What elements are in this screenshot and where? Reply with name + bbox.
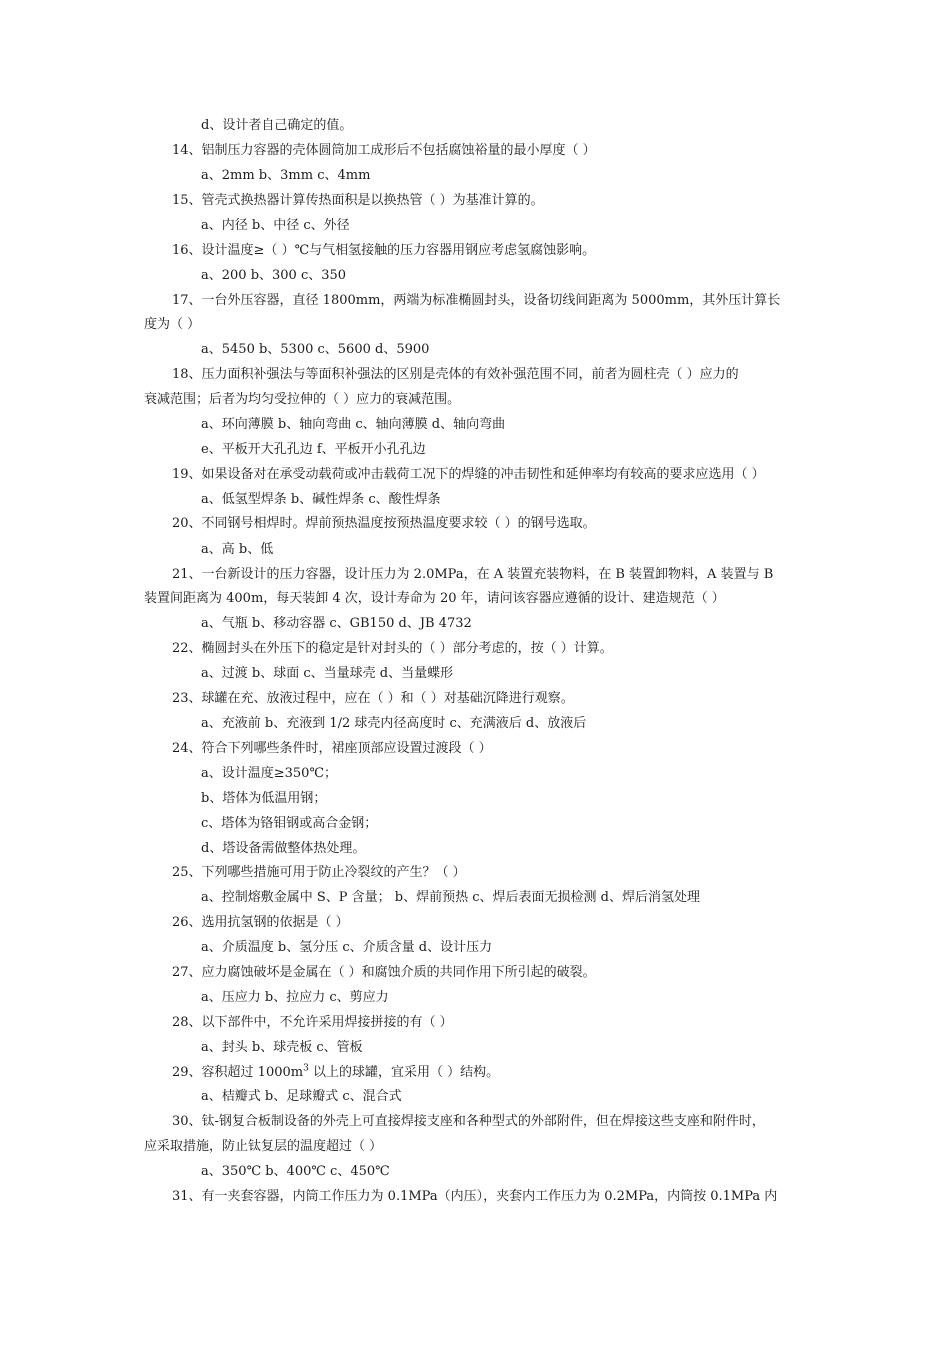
question-24: 24、符合下列哪些条件时，裙座顶部应设置过渡段（ ） <box>172 741 492 756</box>
option-line: a、5450 b、5300 c、5600 d、5900 <box>201 342 430 357</box>
question-21: 21、一台新设计的压力容器，设计压力为 2.0MPa，在 A 装置充装物料，在 B 装置卸物料，A 装置与 B <box>172 567 774 582</box>
question-17-continued: 度为（ ） <box>144 317 201 332</box>
question-14: 14、铝制压力容器的壳体圆筒加工成形后不包括腐蚀裕量的最小厚度（ ） <box>172 143 596 158</box>
option-line: a、气瓶 b、移动容器 c、GB150 d、JB 4732 <box>201 616 472 631</box>
option-line: a、压应力 b、拉应力 c、剪应力 <box>201 990 389 1005</box>
question-18-continued: 衰减范围；后者为均匀受拉伸的（ ）应力的衰减范围。 <box>144 392 461 407</box>
question-30: 30、钛-钢复合板制设备的外壳上可直接焊接支座和各种型式的外部附件，但在焊接这些支座和附件时， <box>172 1114 765 1129</box>
question-29-text-end: 以上的球罐，宜采用（ ）结构。 <box>308 1065 500 1080</box>
question-30-continued: 应采取措施，防止钛复层的温度超过（ ） <box>144 1139 383 1154</box>
option-line: d、设计者自己确定的值。 <box>201 118 353 133</box>
question-28: 28、以下部件中，不允许采用焊接拼接的有（ ） <box>172 1015 453 1030</box>
option-line: a、环向薄膜 b、轴向弯曲 c、轴向薄膜 d、轴向弯曲 <box>201 417 506 432</box>
option-line: a、控制熔敷金属中 S、P 含量； b、焊前预热 c、焊后表面无损检测 d、焊后消氢处理 <box>201 890 700 905</box>
option-line: a、内径 b、中径 c、外径 <box>201 218 350 233</box>
question-23: 23、球罐在充、放液过程中，应在（ ）和（ ）对基础沉降进行观察。 <box>172 691 574 706</box>
option-line: a、低氢型焊条 b、碱性焊条 c、酸性焊条 <box>201 492 441 507</box>
question-15: 15、管壳式换热器计算传热面积是以换热管（ ）为基准计算的。 <box>172 193 544 208</box>
option-line: a、充液前 b、充液到 1/2 球壳内径高度时 c、充满液后 d、放液后 <box>201 716 587 731</box>
option-line: a、设计温度≥350℃； <box>201 766 337 781</box>
question-29 <box>172 1064 499 1082</box>
option-line: a、200 b、300 c、350 <box>201 268 347 283</box>
question-26: 26、选用抗氢钢的依据是（ ） <box>172 915 349 930</box>
question-19: 19、如果设备对在承受动载荷或冲击载荷工况下的焊缝的冲击韧性和延伸率均有较高的要求应选用（ ） <box>172 467 765 482</box>
option-line: a、桔瓣式 b、足球瓣式 c、混合式 <box>201 1089 402 1104</box>
question-17: 17、一台外压容器，直径 1800mm，两端为标准椭圆封头，设备切线间距离为 5000mm，其外压计算长 <box>172 293 781 308</box>
question-31: 31、有一夹套容器，内筒工作压力为 0.1MPa（内压），夹套内工作压力为 0.2MPa，内筒按 0.1MPa 内 <box>172 1189 778 1204</box>
question-25: 25、下列哪些措施可用于防止冷裂纹的产生？（ ） <box>172 865 466 880</box>
option-line: a、封头 b、球壳板 c、管板 <box>201 1040 363 1055</box>
question-22: 22、椭圆封头在外压下的稳定是针对封头的（ ）部分考虑的，按（ ）计算。 <box>172 641 613 656</box>
option-line: a、介质温度 b、氢分压 c、介质含量 d、设计压力 <box>201 940 493 955</box>
question-21-continued: 装置间距离为 400m，每天装卸 4 次，设计寿命为 20 年，请问该容器应遵循的设计、建造规范（ ） <box>144 591 725 606</box>
option-line: a、过渡 b、球面 c、当量球壳 d、当量蝶形 <box>201 666 454 681</box>
option-line: a、2mm b、3mm c、4mm <box>201 168 371 183</box>
question-20: 20、不同钢号相焊时。焊前预热温度按预热温度要求较（ ）的钢号选取。 <box>172 516 596 531</box>
option-line: b、塔体为低温用钢； <box>201 791 327 806</box>
option-line: a、高 b、低 <box>201 542 274 557</box>
question-16: 16、设计温度≥（ ）℃与气相氢接触的压力容器用钢应考虑氢腐蚀影响。 <box>172 243 596 258</box>
option-line: d、塔设备需做整体热处理。 <box>201 841 366 856</box>
option-line: c、塔体为铬钼钢或高合金钢； <box>201 816 378 831</box>
option-line: e、平板开大孔孔边 f、平板开小孔孔边 <box>201 442 426 457</box>
question-27: 27、应力腐蚀破坏是金属在（ ）和腐蚀介质的共同作用下所引起的破裂。 <box>172 965 596 980</box>
option-line: a、350℃ b、400℃ c、450℃ <box>201 1164 390 1179</box>
question-29-text-start: 29、容积超过 1000m <box>172 1065 304 1080</box>
question-18: 18、压力面积补强法与等面积补强法的区别是壳体的有效补强范围不同，前者为圆柱壳（ ）应力的 <box>172 367 739 382</box>
superscript-exponent: 3 <box>303 1063 309 1074</box>
